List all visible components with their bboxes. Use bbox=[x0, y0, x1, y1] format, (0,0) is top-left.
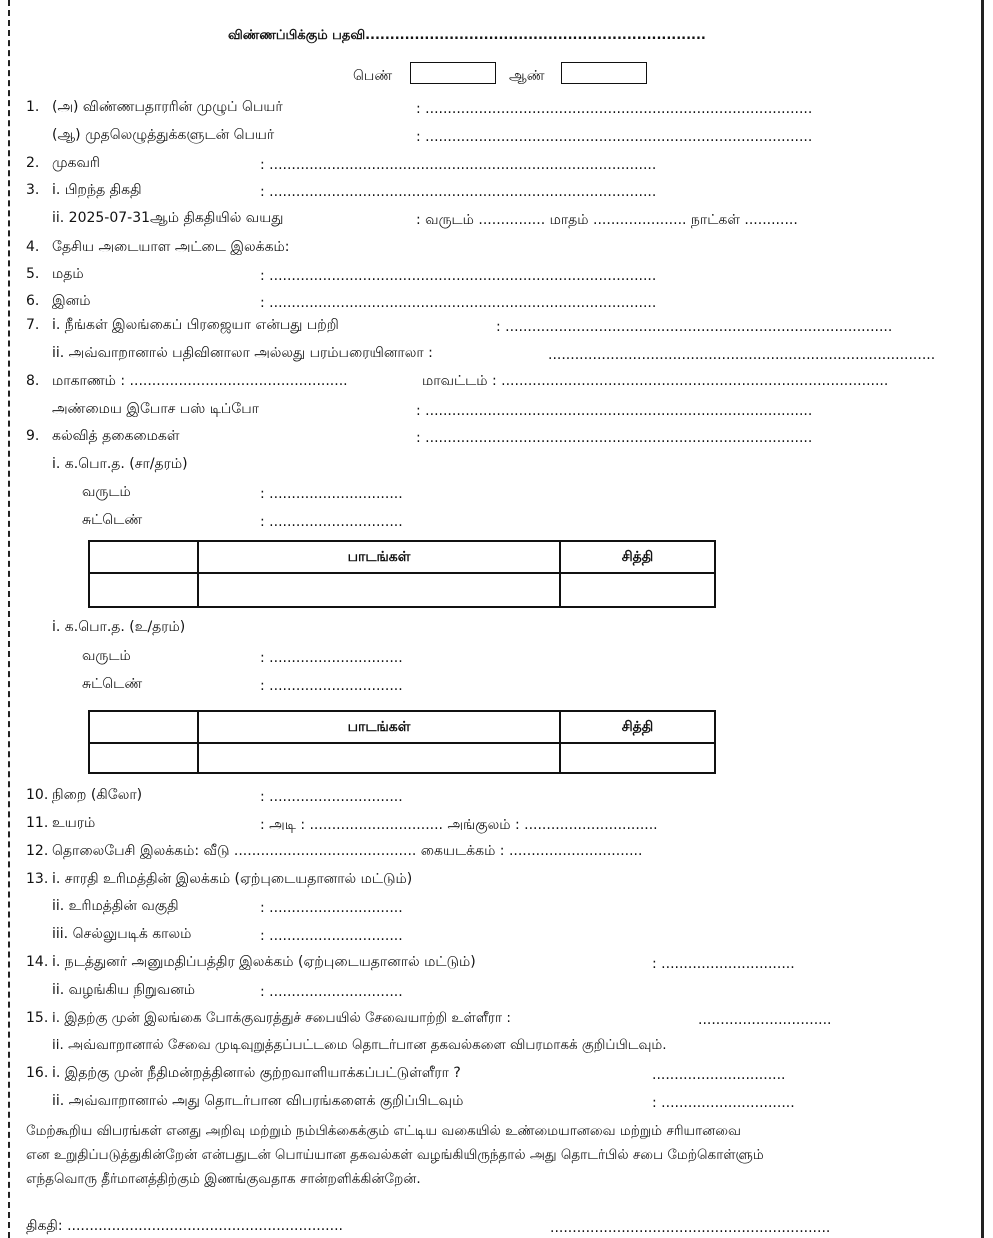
table-cell bbox=[89, 711, 198, 743]
citizenship-label: i. நீங்கள் இலங்கைப் பிரஜையா என்பது பற்றி bbox=[52, 317, 339, 333]
declaration-line-2: என உறுதிப்படுத்துகின்றேன் என்பதுடன் பொய்யான தகவல்கள் வழங்கியிருந்தால் அது தொடர்பில் சபை மேற்கொள்ளும் bbox=[26, 1147, 764, 1163]
conviction-details-field[interactable]: : .............................. bbox=[652, 1095, 795, 1111]
row-number: 11. bbox=[26, 815, 49, 831]
table-cell[interactable] bbox=[89, 743, 198, 773]
education-field[interactable]: : ....................................................................................... bbox=[416, 430, 813, 446]
row-number: 6. bbox=[26, 293, 40, 309]
row-number: 9. bbox=[26, 428, 40, 444]
table-cell[interactable] bbox=[89, 573, 198, 607]
conviction-field[interactable]: .............................. bbox=[652, 1067, 786, 1083]
position-applied-field[interactable]: விண்ணப்பிக்கும் பதவி..................................................................... bbox=[228, 28, 706, 43]
nic-label: தேசிய அடையாள அட்டை இலக்கம்: bbox=[52, 239, 290, 255]
license-validity-label: iii. செல்லுபடிக் காலம் bbox=[52, 926, 192, 942]
row-number: 12. bbox=[26, 843, 49, 859]
al-heading: i. க.பொ.த. (உ/தரம்) bbox=[52, 619, 186, 635]
row-number: 5. bbox=[26, 266, 40, 282]
ethnicity-label: இனம் bbox=[52, 293, 91, 309]
row-number: 3. bbox=[26, 182, 40, 198]
ol-results-table bbox=[88, 540, 716, 608]
religion-label: மதம் bbox=[52, 266, 84, 282]
birth-date-label: i. பிறந்த திகதி bbox=[52, 182, 142, 198]
initials-name-field[interactable]: : ....................................................................................... bbox=[416, 129, 813, 145]
service-termination-label: ii. அவ்வாறானால் சேவை முடிவுறுத்தப்பட்டமை தொடர்பான தகவல்களை விபரமாகக் குறிப்பிடவும். bbox=[52, 1037, 667, 1053]
row-number: 10. bbox=[26, 787, 49, 803]
license-validity-field[interactable]: : .............................. bbox=[260, 928, 403, 944]
conviction-label: i. இதற்கு முன் நீதிமன்றத்தினால் குற்றவாளியாக்கப்பட்டுள்ளீரா ? bbox=[52, 1065, 461, 1081]
subjects-header: பாடங்கள் bbox=[198, 541, 560, 573]
al-year-label: வருடம் bbox=[82, 648, 131, 664]
full-name-label: (அ) விண்ணபதாரரின் முழுப் பெயர் bbox=[52, 99, 283, 115]
row-number: 16. bbox=[26, 1065, 49, 1081]
ol-year-field[interactable]: : .............................. bbox=[260, 486, 403, 502]
left-dashed-border bbox=[8, 0, 10, 1238]
ol-index-field[interactable]: : .............................. bbox=[260, 514, 403, 530]
conductor-license-field[interactable]: : .............................. bbox=[652, 956, 795, 972]
conviction-details-label: ii. அவ்வாறானால் அது தொடர்பான விபரங்களைக் குறிப்பிடவும் bbox=[52, 1093, 464, 1109]
height-field[interactable]: : அடி : .............................. அங்குலம் : .............................. bbox=[260, 817, 658, 833]
age-field[interactable]: : வருடம் ............... மாதம் ..................... நாட்கள் ............ bbox=[416, 212, 798, 228]
table-cell[interactable] bbox=[560, 573, 715, 607]
row-number: 7. bbox=[26, 317, 40, 333]
license-class-label: ii. உரிமத்தின் வகுதி bbox=[52, 898, 179, 914]
row-number: 14. bbox=[26, 954, 49, 970]
female-label: பெண் bbox=[353, 68, 393, 84]
education-label: கல்வித் தகைமைகள் bbox=[52, 428, 180, 444]
ol-index-label: சுட்டெண் bbox=[82, 512, 143, 528]
religion-field[interactable]: : ....................................................................................... bbox=[260, 268, 657, 284]
bus-depot-field[interactable]: : ....................................................................................... bbox=[416, 403, 813, 419]
male-checkbox[interactable] bbox=[561, 62, 647, 84]
address-label: முகவரி bbox=[52, 155, 100, 171]
table-cell bbox=[89, 541, 198, 573]
weight-field[interactable]: : .............................. bbox=[260, 789, 403, 805]
bus-depot-label: அண்மைய இபோச பஸ் டிப்போ bbox=[52, 401, 259, 417]
citizenship-type-field[interactable]: ....................................................................................... bbox=[548, 347, 936, 363]
table-cell[interactable] bbox=[198, 573, 560, 607]
female-checkbox[interactable] bbox=[410, 62, 496, 84]
age-label: ii. 2025-07-31ஆம் திகதியில் வயது bbox=[52, 210, 284, 226]
initials-name-label: (ஆ) முதலெழுத்துக்களுடன் பெயர் bbox=[52, 127, 275, 143]
ol-heading: i. க.பொ.த. (சா/தரம்) bbox=[52, 456, 188, 472]
phone-field[interactable]: தொலைபேசி இலக்கம்: வீடு ......................................... கையடக்கம் : .............................. bbox=[52, 843, 643, 859]
passes-header: சித்தி bbox=[560, 711, 715, 743]
table-cell[interactable] bbox=[560, 743, 715, 773]
passes-header: சித்தி bbox=[560, 541, 715, 573]
al-year-field[interactable]: : .............................. bbox=[260, 650, 403, 666]
full-name-field[interactable]: : ....................................................................................... bbox=[416, 101, 813, 117]
address-field[interactable]: : ....................................................................................... bbox=[260, 157, 657, 173]
right-border bbox=[981, 0, 984, 1238]
driving-license-label: i. சாரதி உரிமத்தின் இலக்கம் (ஏற்புடையதானால் மட்டும்) bbox=[52, 871, 413, 887]
row-number: 8. bbox=[26, 373, 40, 389]
al-index-field[interactable]: : .............................. bbox=[260, 678, 403, 694]
issuing-institution-label: ii. வழங்கிய நிறுவனம் bbox=[52, 982, 196, 998]
row-number: 1. bbox=[26, 99, 40, 115]
weight-label: நிறை (கிலோ) bbox=[52, 787, 143, 803]
table-cell[interactable] bbox=[198, 743, 560, 773]
declaration-line-3: எந்தவொரு தீர்மானத்திற்கும் இணங்குவதாக சான்றளிக்கின்றேன். bbox=[26, 1171, 421, 1187]
row-number: 15. bbox=[26, 1010, 49, 1026]
conductor-license-label: i. நடத்துனர் அனுமதிப்பத்திர இலக்கம் (ஏற்புடையதானால் மட்டும்) bbox=[52, 954, 476, 970]
row-number: 4. bbox=[26, 239, 40, 255]
male-label: ஆண் bbox=[509, 68, 545, 84]
citizenship-field[interactable]: : ....................................................................................... bbox=[496, 319, 893, 335]
district-field[interactable]: மாவட்டம் : ....................................................................................... bbox=[422, 373, 889, 389]
height-label: உயரம் bbox=[52, 815, 96, 831]
al-results-table bbox=[88, 710, 716, 774]
row-number: 13. bbox=[26, 871, 49, 887]
previous-service-field[interactable]: .............................. bbox=[698, 1012, 832, 1028]
declaration-line-1: மேற்கூறிய விபரங்கள் எனது அறிவு மற்றும் நம்பிக்கைக்கும் எட்டிய வகையில் உண்மையானவை மற்றும் சரியானவை bbox=[26, 1123, 741, 1139]
signature-field[interactable]: ............................................................... bbox=[550, 1220, 831, 1236]
ol-year-label: வருடம் bbox=[82, 484, 131, 500]
citizenship-type-label: ii. அவ்வாறானால் பதிவினாலா அல்லது பரம்பரையினாலா : bbox=[52, 345, 433, 361]
row-number: 2. bbox=[26, 155, 40, 171]
al-index-label: சுட்டெண் bbox=[82, 676, 143, 692]
ethnicity-field[interactable]: : ....................................................................................... bbox=[260, 295, 657, 311]
license-class-field[interactable]: : .............................. bbox=[260, 900, 403, 916]
date-field[interactable]: திகதி: .............................................................. bbox=[26, 1218, 343, 1234]
issuing-institution-field[interactable]: : .............................. bbox=[260, 984, 403, 1000]
previous-service-label: i. இதற்கு முன் இலங்கை போக்குவரத்துச் சபையில் சேவையாற்றி உள்ளீரா : bbox=[52, 1010, 511, 1026]
birth-date-field[interactable]: : ....................................................................................... bbox=[260, 184, 657, 200]
province-field[interactable]: மாகாணம் : ................................................. bbox=[52, 373, 348, 389]
subjects-header: பாடங்கள் bbox=[198, 711, 560, 743]
